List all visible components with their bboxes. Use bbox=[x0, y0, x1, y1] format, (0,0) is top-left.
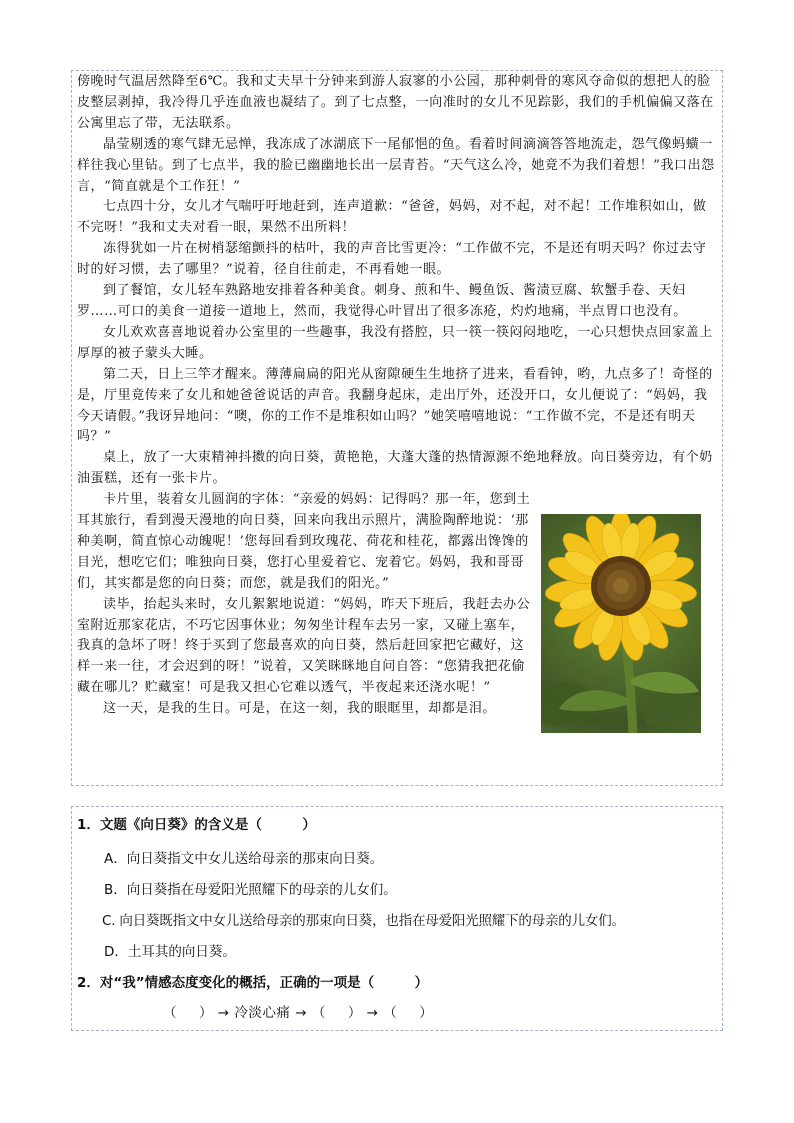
blank-open: （ bbox=[311, 1005, 326, 1021]
question-1-option-a[interactable]: A．向日葵指文中女儿送给母亲的那束向日葵。 bbox=[104, 851, 384, 867]
questions-section bbox=[77, 812, 717, 1026]
question-1-option-d[interactable]: D．土耳其的向日葵。 bbox=[104, 944, 236, 960]
blank-open: （ bbox=[383, 1005, 398, 1021]
question-1-option-c[interactable]: C. 向日葵既指文中女儿送给母亲的那束向日葵，也指在母爱阳光照耀下的母亲的儿女们。 bbox=[102, 913, 625, 929]
blank-close: ） bbox=[199, 1005, 213, 1021]
question-1-option-b[interactable]: B．向日葵指在母爱阳光照耀下的母亲的儿女们。 bbox=[104, 882, 397, 898]
blank-open: （ bbox=[163, 1005, 177, 1021]
passage-paragraph-2: 晶莹剔透的寒气肆无忌惮，我冻成了冰湖底下一尾郁悒的鱼。看着时间滴滴答答地流走，怨气像蚂蟥一样往我心里钻。到了七点半，我的脸已幽幽地长出一层青苔。“天气这么冷，她竟不为我们着想！”我口出怨言，“简直就是个工作狂！” bbox=[77, 136, 715, 194]
arrow-icon: → bbox=[217, 1005, 230, 1021]
arrow-icon: → bbox=[366, 1005, 379, 1021]
sunflower-photo bbox=[541, 514, 701, 733]
passage-paragraph-5: 到了餐馆，女儿轻车熟路地安排着各种美食。刺身、煎和牛、鳗鱼饭、酱渍豆腐、软蟹手卷、天妇罗……可口的美食一道接一道地上，然而，我觉得心叶冒出了很多冻疮，灼灼地痛，半点胃口也没有。 bbox=[77, 283, 687, 319]
given-stage: 冷淡心痛 bbox=[234, 1005, 291, 1021]
passage-paragraph-7: 第二天，日上三竿才醒来。薄薄扁扁的阳光从窗隙硬生生地挤了进来，看看钟，哟，九点多了！奇怪的是，厅里竟传来了女儿和她爸爸说话的声音。我翻身起床，走出厅外，还没开口，女儿便说了：“妈妈，我今天请假。”我讶异地问：“噢，你的工作不是堆积如山吗？”她笑嘻嘻地说：“工作做不完，不是还有明天吗？” bbox=[77, 366, 713, 445]
passage-paragraph-11: 这一天，是我的生日。可是，在这一刻，我的眼眶里，却都是泪。 bbox=[103, 701, 496, 717]
question-2-blank-chain bbox=[77, 1000, 717, 1026]
arrow-icon: → bbox=[295, 1005, 308, 1021]
passage-paragraph-9: 卡片里，装着女儿圆润的字体：“亲爱的妈妈：记得吗？那一年，您到土耳其旅行，看到漫天漫地的向日葵，回来向我出示照片，满脸陶醉地说：‘那种美啊，简直惊心动魄呢！’您每回看到玫瑰花、荷花和桂花，都露出馋馋的目光，想吃它们；唯独向日葵，您打心里爱着它、宠着它。妈妈，我和哥哥们，其实都是您的向日葵；而您，就是我们的阳光。” bbox=[77, 492, 531, 591]
passage-paragraph-3: 七点四十分，女儿才气喘吁吁地赶到，连声道歉：“爸爸，妈妈，对不起，对不起！工作堆积如山，做不完呀！”我和丈夫对看一眼，果然不出所料！ bbox=[77, 199, 707, 236]
passage-paragraph-10: 读毕，抬起头来时，女儿絮絮地说道：“妈妈，昨天下班后，我赶去办公室附近那家花店，不巧它因事休业；匆匆坐计程车去另一家，又碰上塞车，我真的急坏了呀！终于买到了您最喜欢的向日葵，然后赶回家把它藏好，这样一来一往，才会迟到的呀！”说着，又笑眯眯地自问自答：“您猜我把花偷藏在哪儿？贮藏室！可是我又担心它难以透气，半夜起来还浇水呢！” bbox=[77, 596, 531, 696]
question-2-title: 2．对“我”情感态度变化的概括，正确的一项是（ ） bbox=[77, 975, 429, 991]
question-1-title: 1．文题《向日葵》的含义是（ ） bbox=[77, 817, 316, 833]
passage-paragraph-6: 女儿欢欢喜喜地说着办公室里的一些趣事，我没有搭腔，只一筷一筷闷闷地吃，一心只想快点回家盖上厚厚的被子蒙头大睡。 bbox=[77, 324, 713, 361]
blank-close: ） bbox=[347, 1005, 362, 1021]
passage-paragraph-1: 傍晚时气温居然降至6℃。我和丈夫早十分钟来到游人寂寥的小公园，那种刺骨的寒风夺命似的想把人的脸皮整层剥掉，我冷得几乎连血液也凝结了。到了七点整，一向准时的女儿不见踪影，我们的手机偏偏又落在公寓里忘了带，无法联系。 bbox=[77, 74, 714, 131]
passage-paragraph-8: 桌上，放了一大束精神抖擞的向日葵，黄艳艳，大蓬大蓬的热情源源不绝地释放。向日葵旁边，有个奶油蛋糕，还有一张卡片。 bbox=[77, 450, 713, 487]
passage-paragraph-4: 冻得犹如一片在树梢瑟缩颤抖的枯叶，我的声音比雪更冷：“工作做不完，不是还有明天吗？你过去守时的好习惯，去了哪里？”说着，径自往前走，不再看她一眼。 bbox=[77, 241, 707, 278]
blank-close: ） bbox=[419, 1005, 434, 1021]
